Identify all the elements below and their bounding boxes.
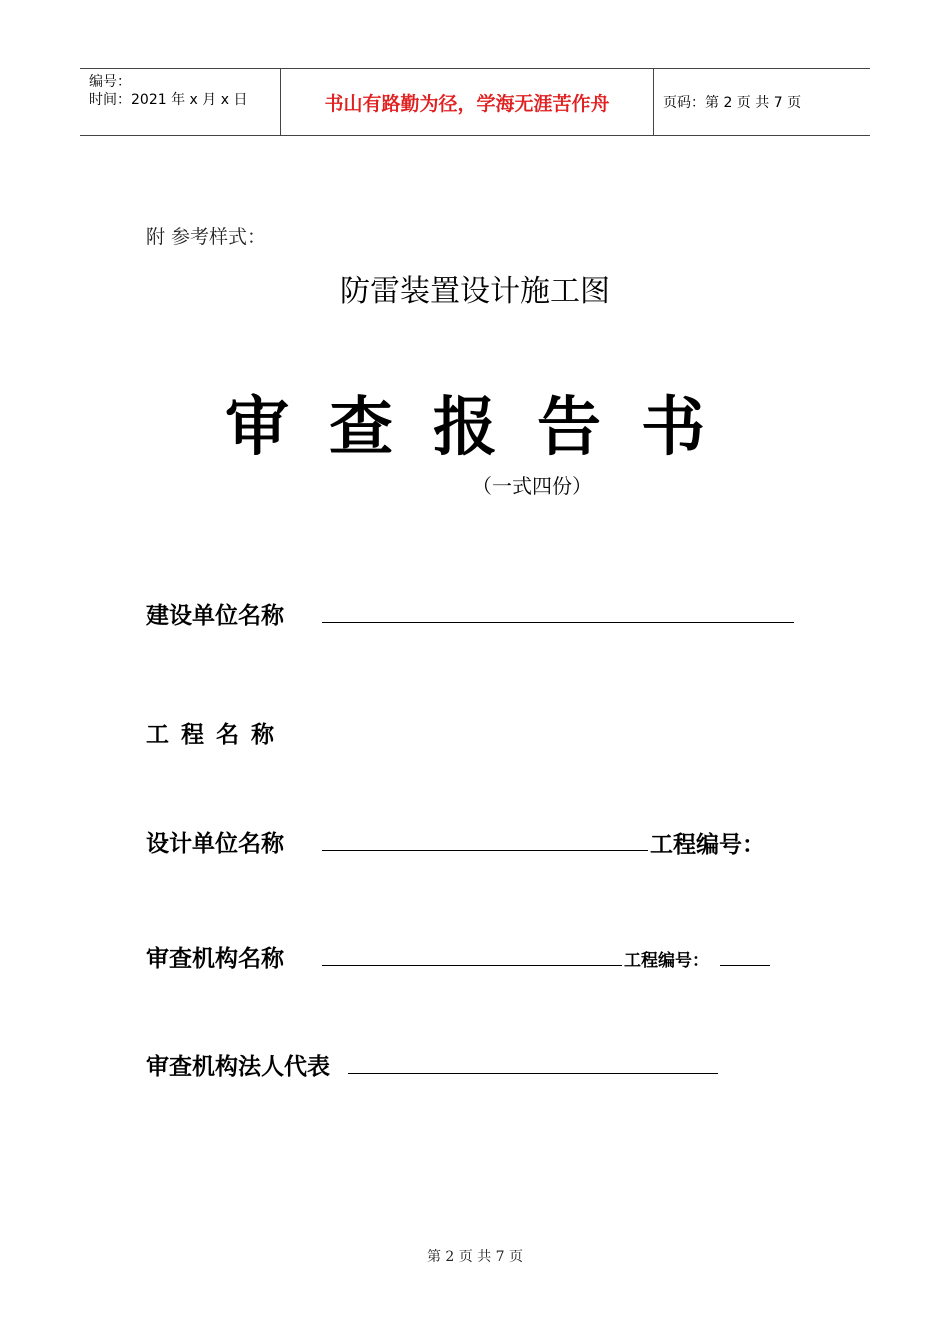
review-org-line xyxy=(322,965,622,966)
document-title: 防雷装置设计施工图 xyxy=(340,274,610,309)
annex-label: 附 参考样式： xyxy=(146,226,267,248)
page-footer: 第 2 页 共 7 页 xyxy=(426,1249,524,1265)
review-project-no-label: 工程编号： xyxy=(624,951,709,971)
design-unit-label: 设计单位名称 xyxy=(146,831,284,857)
motto-text: 书山有路勤为径，学海无涯苦作舟 xyxy=(324,92,610,115)
review-org-rep-label: 审查机构法人代表 xyxy=(146,1054,330,1080)
project-name-label: 工 程 名 称 xyxy=(146,722,277,748)
review-org-label: 审查机构名称 xyxy=(146,946,284,972)
header-page-cell xyxy=(654,69,870,135)
time-label: 时间：2021 年 x 月 x 日 xyxy=(89,92,248,108)
header-motto-cell xyxy=(281,69,654,135)
design-project-no-label: 工程编号： xyxy=(650,832,765,858)
construction-unit-line xyxy=(322,622,794,623)
design-unit-line xyxy=(322,850,648,851)
header-table xyxy=(80,68,870,136)
number-label: 编号： xyxy=(89,74,131,90)
header-left-cell xyxy=(80,69,281,135)
copies-note: （一式四份） xyxy=(472,474,592,498)
review-project-no-line xyxy=(720,965,770,966)
page-info: 页码：第 2 页 共 7 页 xyxy=(663,95,802,111)
construction-unit-label: 建设单位名称 xyxy=(146,603,284,629)
document-subtitle: 审查报告书 xyxy=(225,391,745,465)
review-org-rep-line xyxy=(348,1073,718,1074)
